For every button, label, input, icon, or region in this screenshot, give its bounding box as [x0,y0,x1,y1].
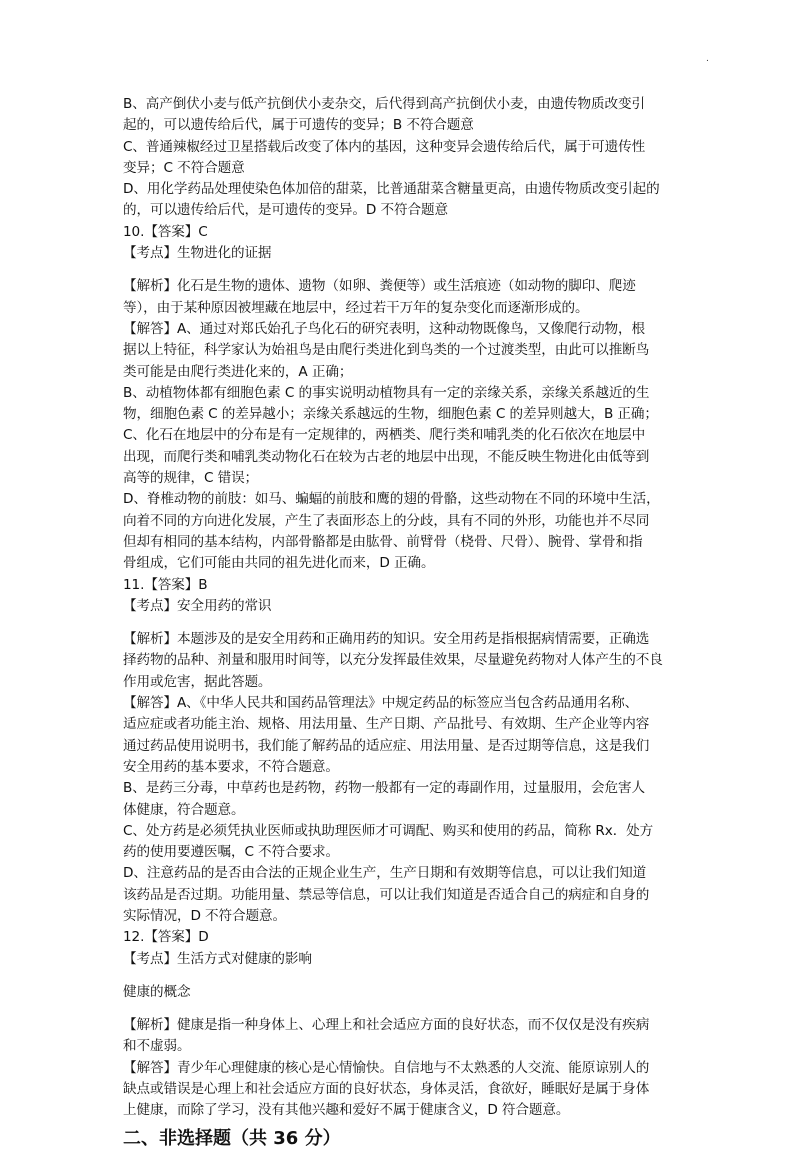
paragraph-gap [123,1003,687,1015]
text-line: 类可能是由爬行类进化来的，A 正确； [123,363,353,380]
text-line: 但却有相同的基本结构，内部骨骼都是由肱骨、前臂骨（桡骨、尺骨）、腕骨、掌骨和指 [123,533,643,550]
text-line: 11.【答案】B [123,576,208,593]
text-line: B、是药三分毒，中草药也是药物，药物一般都有一定的毒副作用，过量服用，会危害人 [123,780,645,797]
corner-mark: . [706,54,709,64]
paragraph-gap [123,970,687,982]
text-line: D、用化学药品处理使染色体加倍的甜菜，比普通甜菜含糖量更高，由遗传物质改变引起的 [123,181,660,198]
text-line: 起的，可以遗传给后代，属于可遗传的变异；B 不符合题意 [123,117,474,134]
text-line: 12.【答案】D [123,929,209,946]
text-line: 体健康，符合题意。 [123,801,245,818]
document-body [123,94,687,1152]
text-line: C、普通辣椒经过卫星搭载后改变了体内的基因，这种变异会遗传给后代，属于可遗传性 [123,138,646,155]
text-line: 通过药品使用说明书，我们能了解药品的适应症、用法用量、是否过期等信息，这是我们 [123,737,650,754]
text-line: 上健康，而除了学习，没有其他兴趣和爱好不属于健康含义，D 符合题意。 [123,1102,570,1119]
text-line: 据以上特征，科学家认为始祖鸟是由爬行类进化到鸟类的一个过渡类型，由此可以推断鸟 [123,342,650,359]
text-line: 适应症或者功能主治、规格、用法用量、生产日期、产品批号、有效期、生产企业等内容 [123,716,650,733]
text-line: 物，细胞色素 C 的差异越小；亲缘关系越远的生物，细胞色素 C 的差异则越大，B 正确； [123,406,658,423]
text-line: 该药品是否过期。功能用量、禁忌等信息，可以让我们知道是否适合自己的病症和自身的 [123,886,650,903]
text-line: 【解答】青少年心理健康的核心是心情愉快。自信地与不太熟悉的人交流、能原谅别人的 [123,1059,650,1076]
text-line: 的，可以遗传给后代，是可遗传的变异。D 不符合题意 [123,202,448,219]
text-line: 10.【答案】C [123,223,208,240]
text-line: 【考点】生活方式对健康的影响 [123,950,312,967]
text-line: 【解析】健康是指一种身体上、心理上和社会适应方面的良好状态，而不仅仅是没有疾病 [123,1017,650,1034]
text-line: 实际情况，D 不符合题意。 [123,907,287,924]
section-heading: 二、非选择题（共 36 分） [123,1127,341,1149]
text-line: 向着不同的方向进化发展，产生了表面形态上的分歧，具有不同的外形，功能也并不尽同 [123,512,650,529]
text-line: 【考点】安全用药的常识 [123,597,272,614]
text-line: 健康的概念 [123,983,191,1000]
text-line: 药的使用要遵医嘱，C 不符合要求。 [123,844,340,861]
text-line: D、脊椎动物的前肢：如马、蝙蝠的前肢和鹰的翅的骨骼，这些动物在不同的环境中生活， [123,491,660,508]
text-line: B、高产倒伏小麦与低产抗倒伏小麦杂交，后代得到高产抗倒伏小麦，由遗传物质改变引 [123,96,645,112]
text-line: 【解答】A、通过对郑氏始孔子鸟化石的研究表明，这种动物既像鸟，又像爬行动物，根 [123,320,645,337]
text-line: 骨组成，它们可能由共同的祖先进化而来，D 正确。 [123,555,435,572]
text-line: 缺点或错误是心理上和社会适应方面的良好状态，身体灵活，食欲好，睡眠好是属于身体 [123,1081,650,1098]
text-line: C、化石在地层中的分布是有一定规律的，两栖类、爬行类和哺乳类的化石依次在地层中 [123,427,646,444]
paragraph-gap [123,617,687,629]
text-line: 【解析】本题涉及的是安全用药和正确用药的知识。安全用药是指根据病情需要，正确选 [123,631,650,648]
text-line: 变异；C 不符合题意 [123,159,245,176]
text-line: 安全用药的基本要求，不符合题意。 [123,758,339,775]
text-line: 【解答】A、《中华人民共和国药品管理法》中规定药品的标签应当包含药品通用名称、 [123,695,639,712]
text-line: 和不虚弱。 [123,1038,191,1055]
text-line: 择药物的品种、剂量和服用时间等，以充分发挥最佳效果，尽量避免药物对人体产生的不良 [123,652,663,669]
text-line: 作用或危害，据此答题。 [123,673,272,690]
text-line: B、动植物体都有细胞色素 C 的事实说明动植物具有一定的亲缘关系，亲缘关系越近的生 [123,384,650,401]
text-line: 【考点】生物进化的证据 [123,245,272,262]
text-line: 高等的规律，C 错误； [123,470,259,487]
text-line: 【解析】化石是生物的遗体、遗物（如卵、粪便等）或生活痕迹（如动物的脚印、爬迹 [123,278,636,295]
paragraph-gap [123,264,687,276]
text-line: D、注意药品的是否由合法的正规企业生产，生产日期和有效期等信息，可以让我们知道 [123,865,647,882]
text-line: 等），由于某种原因被埋藏在地层中，经过若干万年的复杂变化而逐渐形成的。 [123,299,589,316]
text-line: 出现，而爬行类和哺乳类动物化石在较为古老的地层中出现，不能反映生物进化由低等到 [123,448,650,465]
text-line: C、处方药是必须凭执业医师或执助理医师才可调配、购买和使用的药品，简称 Rx．处方 [123,822,654,839]
